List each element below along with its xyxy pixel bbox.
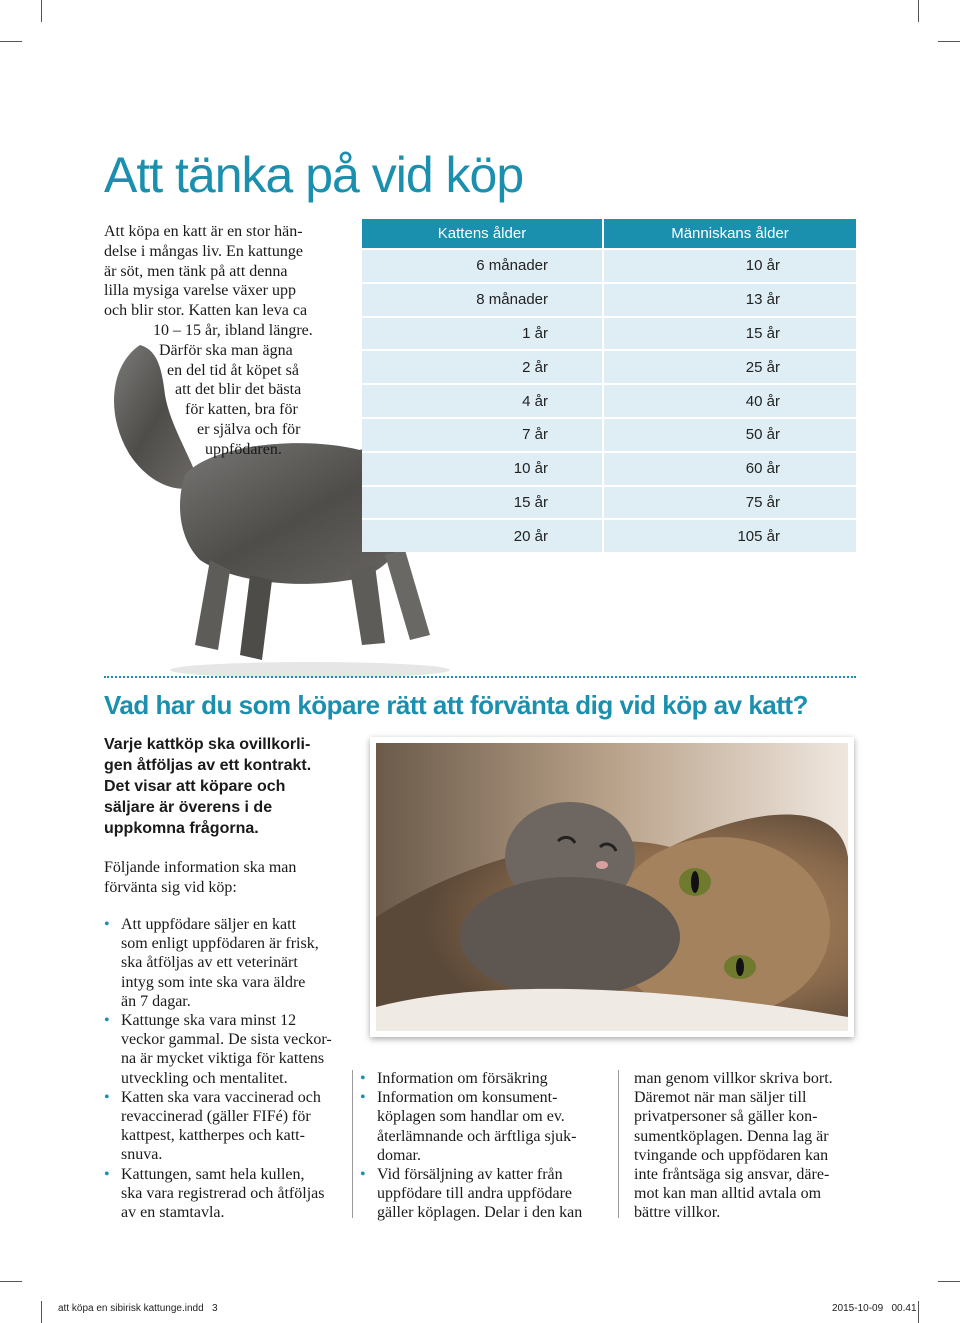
cat-and-kitten-photo [370,737,854,1037]
table-row [362,248,856,282]
list-item-line: snuva. [121,1146,163,1164]
cat-and-kitten-image [370,737,854,1037]
human-age-cell: 15 år [604,316,856,350]
slug-date: 2015-10-09 00.41 [832,1303,917,1314]
list-item-line: ska åtföljas av ett veterinärt [121,954,298,972]
cat-age-cell: 8 månader [362,282,604,316]
para-line: förvänta sig vid köp: [104,878,237,896]
intro-line: delse i mångas liv. En kattunge [104,242,303,260]
para-line: Följande information ska man [104,859,297,876]
list-item-line: • Information om konsument- [377,1089,558,1107]
requirements-list [104,915,349,1222]
intro-line: är söt, men tänk på att denna [104,262,288,280]
list-item-line: av en stamtavla. [121,1204,225,1222]
cat-age-cell: 20 år [362,518,604,552]
age-comparison-table [362,219,856,552]
crop-mark [938,41,960,42]
page-title: Att tänka på vid köp [104,147,524,203]
human-age-cell: 105 år [604,518,856,552]
text-line: inte fråntsäga sig ansvar, däre- [634,1166,830,1184]
table-row [362,282,856,316]
list-item-line: domar. [377,1146,421,1164]
list-item-line: • Att uppfödare säljer en katt [121,916,297,933]
human-age-cell: 25 år [604,349,856,383]
intro-line: för katten, bra för [185,401,298,419]
list-item-line: • Kattungen, samt hela kullen, [121,1165,305,1183]
column-divider [352,1070,353,1218]
cat-age-cell: 6 månader [362,248,604,282]
intro-line: Att köpa en katt är en stor hän- [104,223,303,240]
slug-filename: att köpa en sibirisk kattunge.indd 3 [58,1303,218,1314]
list-item-line: veckor gammal. De sista veckor- [121,1031,332,1049]
crop-mark [41,1301,42,1323]
crop-mark [0,1281,22,1282]
text-line: privatpersoner så gäller kon- [634,1108,818,1126]
intro-text [104,222,364,460]
intro-line: och blir stor. Katten kan leva ca [104,302,308,320]
list-item [360,1069,610,1088]
cat-age-cell: 7 år [362,417,604,451]
lead-line: Varje kattköp ska ovillkorli- [104,736,311,753]
text-line: Däremot när man säljer till [634,1089,807,1107]
column-three-text [634,1069,833,1223]
human-age-cell: 60 år [604,451,856,485]
list-item-line: kattpest, kattherpes och katt- [121,1127,305,1145]
lead-line: Det visar att köpare och [104,778,286,795]
human-age-cell: 40 år [604,383,856,417]
list-item-line: • Vid försäljning av katter från [377,1166,563,1184]
intro-line: en del tid åt köpet så [167,361,299,379]
table-row [362,518,856,552]
crop-mark [918,1301,919,1323]
intro-line: 10 – 15 år, ibland längre. [153,321,313,339]
table-row [362,349,856,383]
section-heading: Vad har du som köpare rätt att förvänta dig vid köp av katt? [104,690,808,720]
intro-line: att det blir det bästa [175,381,302,399]
list-item-line: uppfödare till andra uppfödare [377,1185,573,1203]
list-item [360,1088,610,1165]
list-item [104,1165,349,1223]
cat-age-cell: 15 år [362,485,604,519]
table-row [362,316,856,350]
lead-line: säljare är överens i de [104,799,273,816]
intro-line: Därför ska man ägna [159,341,293,359]
table-header-row [362,219,856,248]
dotted-divider [104,676,856,678]
list-item-line: revaccinerad (gäller FIFé) för [121,1108,311,1126]
text-line: mot kan man alltid avtala om [634,1185,822,1203]
lead-text [104,734,344,839]
intro-line: er själva och för [197,420,301,438]
list-item [360,1165,610,1223]
list-item-line: • Katten ska vara vaccinerad och [121,1088,321,1106]
list-item-line: ska vara registrerad och åtföljas [121,1184,325,1202]
human-age-cell: 50 år [604,417,856,451]
crop-mark [918,0,919,22]
info-paragraph [104,858,296,897]
cat-age-cell: 10 år [362,451,604,485]
text-line: bättre villkor. [634,1204,721,1222]
cat-age-cell: 1 år [362,316,604,350]
list-item-line: • Information om försäkring [377,1070,548,1087]
human-age-cell: 13 år [604,282,856,316]
cat-age-cell: 2 år [362,349,604,383]
list-item [104,1088,349,1165]
list-item-line: gäller köplagen. Delar i den kan [377,1204,583,1222]
intro-line: uppfödaren. [205,440,282,458]
column-divider [618,1070,619,1218]
list-item [104,1011,349,1088]
table-row [362,451,856,485]
information-list [360,1069,610,1223]
table-row [362,485,856,519]
list-item-line: na är mycket viktiga för kattens [121,1050,325,1068]
text-line: man genom villkor skriva bort. [634,1070,833,1087]
list-item-line: utveckling och mentalitet. [121,1069,288,1087]
list-item [104,915,349,1011]
crop-mark [41,0,42,22]
lead-line: uppkomna frågorna. [104,820,259,837]
column-header: Kattens ålder [362,219,604,248]
text-line: tvingande och uppfödaren kan [634,1146,829,1164]
table-row [362,417,856,451]
list-item-line: som enligt uppfödaren är frisk, [121,935,319,953]
human-age-cell: 10 år [604,248,856,282]
crop-mark [938,1281,960,1282]
table-row [362,383,856,417]
list-item-line: återlämnande och ärftliga sjuk- [377,1127,577,1145]
intro-line: lilla mysiga varelse växer upp [104,282,296,300]
human-age-cell: 75 år [604,485,856,519]
cat-age-cell: 4 år [362,383,604,417]
list-item-line: än 7 dagar. [121,992,191,1010]
list-item-line: intyg som inte ska vara äldre [121,973,306,991]
text-line: sumentköplagen. Denna lag är [634,1127,829,1145]
column-header: Människans ålder [604,219,856,248]
list-item-line: • Kattunge ska vara minst 12 [121,1012,297,1030]
crop-mark [0,41,22,42]
lead-line: gen åtföljas av ett kontrakt. [104,757,312,774]
list-item-line: köplagen som handlar om ev. [377,1108,565,1126]
